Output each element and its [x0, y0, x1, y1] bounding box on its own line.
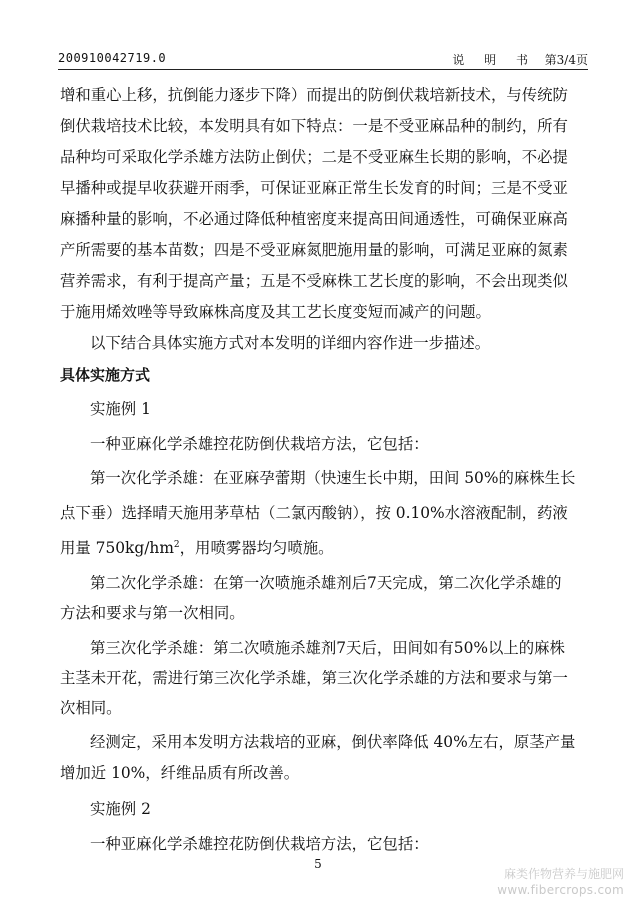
text-line: 一种亚麻化学杀雄控花防倒伏栽培方法，它包括：: [90, 435, 429, 453]
section-heading: 具体实施方式: [60, 366, 151, 384]
watermark: [497, 866, 624, 898]
page-number: 5: [314, 857, 322, 871]
text-line: 麻播种量的影响，不必通过降低种植密度来提高田间通透性，可确保亚麻高: [60, 210, 568, 228]
text-line: 倒伏栽培技术比较，本发明具有如下特点：一是不受亚麻品种的制约，所有: [60, 117, 568, 135]
watermark-title: 麻类作物营养与施肥网: [503, 867, 624, 881]
text-line: 产所需要的基本苗数；四是不受亚麻氮肥施用量的影响，可满足亚麻的氮素: [60, 241, 568, 259]
example-title: 实施例 1: [90, 400, 151, 418]
text-line: 次相同。: [60, 699, 122, 717]
text-line: 经测定，采用本发明方法栽培的亚麻，倒伏率降低 40%左右，原茎产量: [90, 733, 576, 751]
dosage-text-end: ，用喷雾器均匀喷施。: [179, 539, 334, 557]
text-line: 第三次化学杀雄：第二次喷施杀雄剂7天后，田间如有50%以上的麻株: [90, 639, 565, 657]
text-line: 增和重心上移，抗倒能力逐步下降）而提出的防倒伏栽培新技术，与传统防: [60, 86, 568, 104]
example-title: 实施例 2: [90, 800, 151, 818]
text-line: 早播种或提早收获避开雨季，可保证亚麻正常生长发育的时间；三是不受亚: [60, 179, 568, 197]
superscript: 2: [173, 539, 180, 550]
text-line: 以下结合具体实施方式对本发明的详细内容作进一步描述。: [90, 334, 491, 352]
text-line: 一种亚麻化学杀雄控花防倒伏栽培方法，它包括：: [90, 835, 429, 853]
dosage-text: 用量 750kg/hm: [60, 539, 174, 557]
text-line: 点下垂）选择晴天施用茅草枯（二氯丙酸钠），按 0.10%水溶液配制，药液: [60, 504, 568, 522]
text-line: 营养需求，有利于提高产量；五是不受麻株工艺长度的影响，不会出现类似: [60, 272, 568, 290]
text-line: 第一次化学杀雄：在亚麻孕蕾期（快速生长中期，田间 50%的麻株生长: [90, 469, 576, 487]
text-line: 增加近 10%，纤维品质有所改善。: [60, 764, 300, 782]
text-line: 品种均可采取化学杀雄方法防止倒伏；二是不受亚麻生长期的影响，不必提: [60, 148, 568, 166]
text-line: 主茎未开花，需进行第三次化学杀雄，第三次化学杀雄的方法和要求与第一: [60, 669, 568, 687]
text-line: 于施用烯效唑等导致麻株高度及其工艺长度变短而减产的问题。: [60, 303, 491, 321]
page-info: 第3/4页: [544, 53, 588, 67]
text-line: 第二次化学杀雄：在第一次喷施杀雄剂后7天完成，第二次化学杀雄的: [90, 574, 562, 592]
text-line: 方法和要求与第一次相同。: [60, 604, 245, 622]
document-type: 说 明 书: [452, 53, 536, 67]
text-line: [60, 538, 334, 558]
page-header: [58, 49, 588, 70]
watermark-url: www.fibercrops.com: [497, 883, 624, 897]
document-number: 200910042719.0: [58, 51, 167, 65]
